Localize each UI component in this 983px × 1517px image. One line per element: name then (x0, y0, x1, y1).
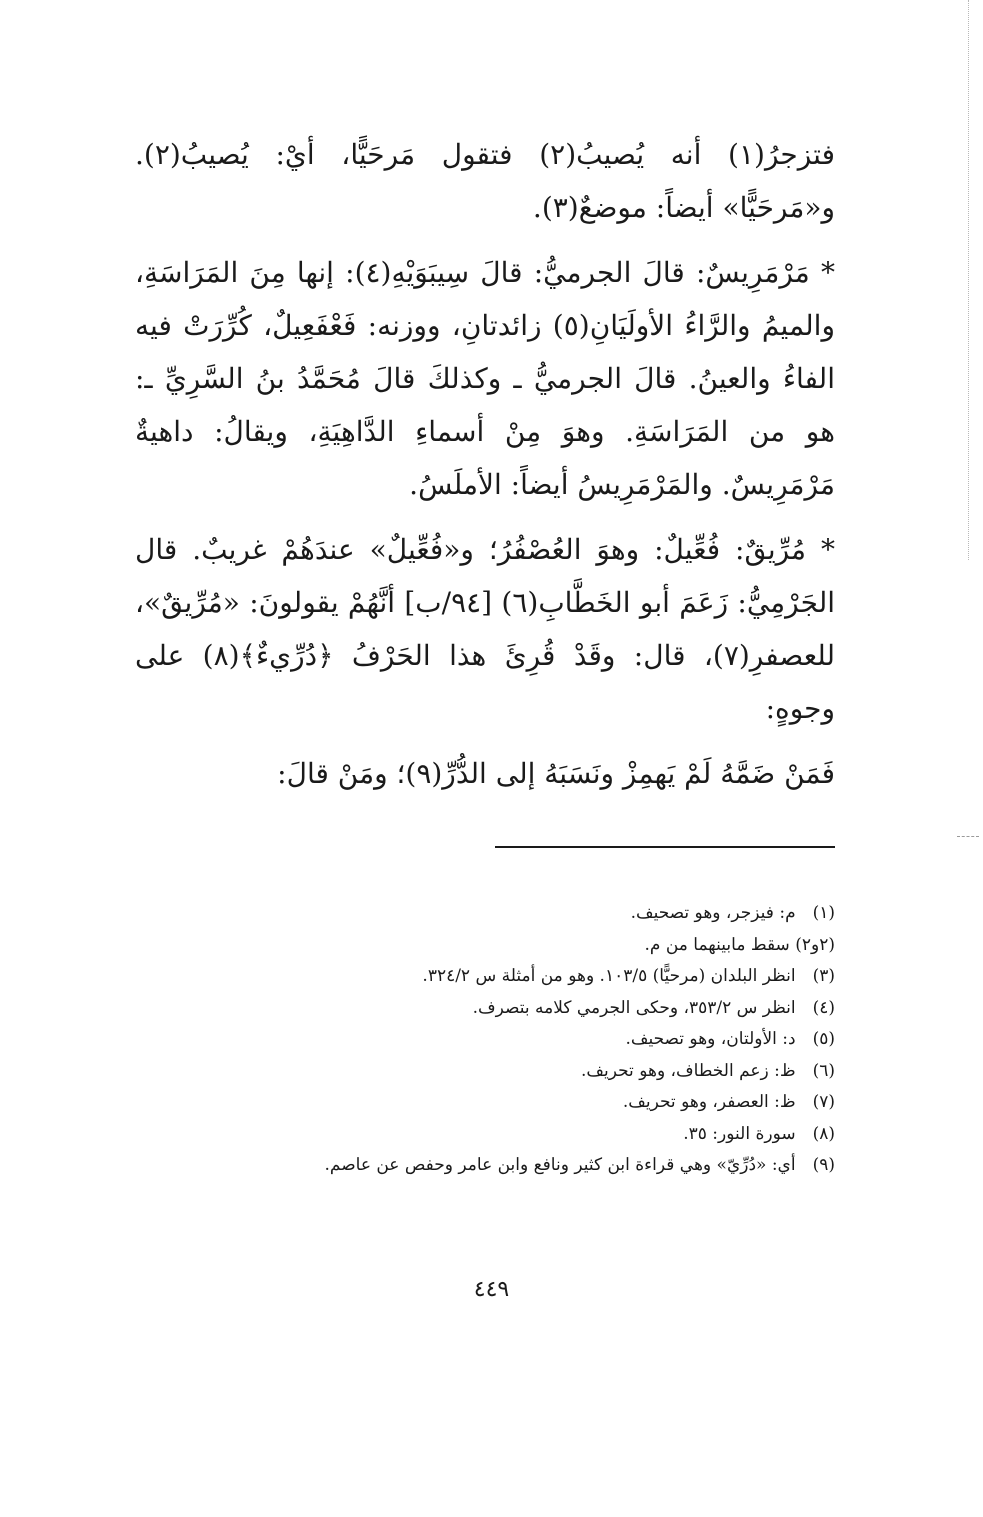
scan-margin-dash (957, 836, 979, 837)
footnote-item (235, 1056, 835, 1088)
footnote-item (235, 993, 835, 1025)
footnote-text: سقط مابينهما من م. (644, 934, 790, 955)
paragraph-entry-marmaris: * مَرْمَرِيسٌ: قالَ الجرميُّ: قالَ سِيبَوَيْهِ(٤): إنها مِنَ المَرَاسَةِ، والميمُ والرَّاءُ الأولَيَانِ(٥) زائدتانِ، ووزنه: فَعْفَعِيلٌ، كُرِّرَتْ فيه الفاءُ والعينُ. قالَ الجرميُّ ـ وكذلكَ قالَ مُحَمَّدُ بنُ السَّرِيِّ ـ: هو من المَرَاسَةِ. وهوَ مِنْ أسماءِ الدَّاهِيَةِ، ويقالُ: داهيةٌ مَرْمَرِيسٌ. والمَرْمَرِيسُ أيضاً: الأملَسُ. (135, 256, 835, 501)
footnote-number: (٥) (812, 1029, 835, 1049)
footnote-item (235, 1024, 835, 1056)
paragraph-continuation: فتزجرُ(١) أنه يُصيبُ(٢) فتقول مَرحَيًّا، أيْ: يُصيبُ(٢). و«مَرحَيًّا» أيضاً: موضعٌ(٣). (135, 138, 835, 224)
footnote-text: انظر س ٣٥٣/٢، وحكى الجرمي كلامه بتصرف. (472, 997, 796, 1018)
footnote-number: (٧) (812, 1092, 835, 1112)
paragraph-closing: فَمَنْ ضَمَّهُ لَمْ يَهمِزْ ونَسَبَهُ إلى الدُّرِّ(٩)؛ ومَنْ قالَ: (277, 757, 835, 790)
page-number: ٤٤٩ (473, 1277, 510, 1302)
footnote-number: (٦) (812, 1060, 835, 1081)
footnote-text: سورة النور: ٣٥. (683, 1123, 796, 1144)
footnote-number: (٣) (812, 966, 835, 986)
footnote-text: م: فيزجر، وهو تصحيف. (630, 903, 796, 923)
footnote-item (235, 1119, 835, 1151)
footnote-text: ظ: العصفر، وهو تحريف. (622, 1092, 796, 1112)
scan-margin-mark (967, 0, 969, 560)
footnote-number: (٢و٢) (795, 934, 835, 955)
footnote-text: د: الأولتان، وهو تصحيف. (625, 1029, 796, 1049)
main-text (135, 128, 835, 812)
footnote-item (235, 1087, 835, 1119)
footnote-number: (١) (812, 903, 835, 923)
footnote-item (235, 930, 835, 962)
footnote-number: (٩) (812, 1155, 835, 1175)
footnote-text: ظ: زعم الخطاف، وهو تحريف. (580, 1060, 796, 1081)
footnote-text: أي: «دُرِّيّ» وهي قراءة ابن كثير ونافع وابن عامر وحفص عن عاصم. (324, 1155, 796, 1175)
footnote-number: (٨) (812, 1123, 835, 1144)
footnotes-list (235, 898, 835, 1182)
footnote-item (235, 961, 835, 993)
footnote-item (235, 1150, 835, 1182)
paragraph-entry-murriq: * مُرِّيقٌ: فُعِّيلٌ: وهوَ العُصْفُرُ؛ و«فُعِّيلٌ» عندَهُمْ غريبٌ. قال الجَرْمِيُّ: زَعَمَ أبو الخَطَّابِ(٦) [٩٤/ب] أنَّهُمْ يقولونَ: «مُرِّيقٌ»، للعصفرِ(٧)، قال: وقَدْ قُرِئَ هذا الحَرْفُ ﴿دُرِّيءٌ﴾(٨) على وجوهٍ: (135, 533, 836, 725)
footnote-separator (495, 846, 835, 848)
footnote-item (235, 898, 835, 930)
footnote-number: (٤) (812, 997, 835, 1018)
footnote-text: انظر البلدان (مرحيًّا) ١٠٣/٥. وهو من أمثلة س ٣٢٤/٢. (422, 966, 796, 986)
